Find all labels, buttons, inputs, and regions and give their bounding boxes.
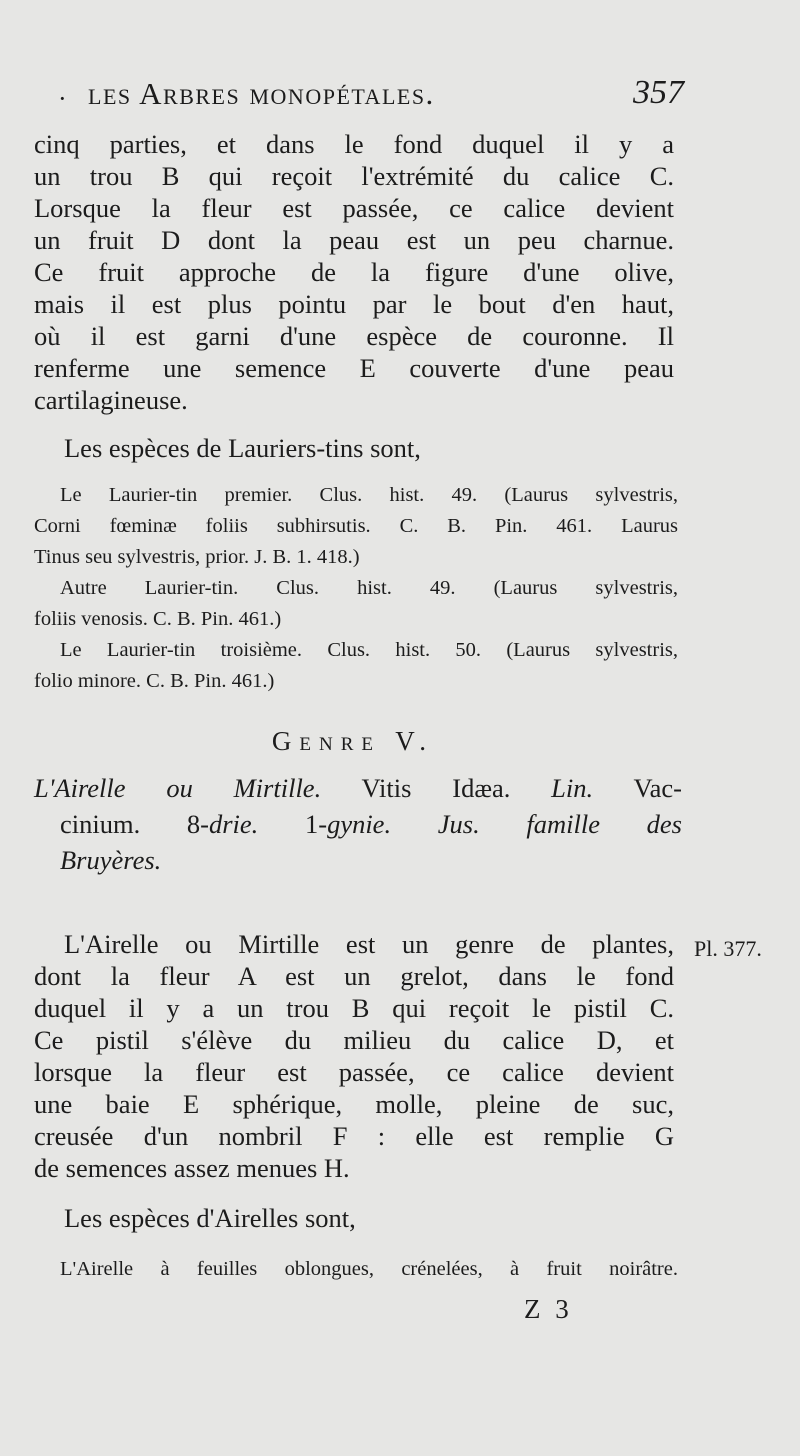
species-entry: Le Laurier-tin premier. Clus. hist. 49. (Laurus sylvestris,	[60, 484, 678, 506]
text-line: Les espèces d'Airelles sont,	[64, 1203, 356, 1233]
text-line: dont la fleur A est un grelot, dans le fond	[34, 961, 674, 991]
text-line: cartilagineuse.	[34, 385, 188, 415]
synonym-text: Vitis Idæa.	[321, 773, 552, 803]
text-line: Lorsque la fleur est passée, ce calice devient	[34, 193, 674, 223]
species-entry: Le Laurier-tin troisième. Clus. hist. 50. (Laurus sylvestris,	[60, 639, 678, 661]
text-line: cinq parties, et dans le fond duquel il y a	[34, 129, 674, 159]
species-list-airelles	[34, 1254, 678, 1285]
author-abbrev: Lin.	[551, 773, 594, 803]
genre-name: L'Airelle ou Mirtille.	[34, 773, 322, 803]
class-text: drie.	[208, 809, 259, 839]
page-number: 357	[633, 74, 684, 111]
species-entry: Corni fœminæ foliis subhirsutis. C. B. Pin. 461. Laurus	[34, 515, 678, 537]
species-entry: Autre Laurier-tin. Clus. hist. 49. (Laurus sylvestris,	[60, 577, 678, 599]
text-line: renferme une semence E couverte d'une peau	[34, 353, 674, 383]
synonym-text: Vac-	[593, 773, 683, 803]
text-line: creusée d'un nombril F : elle est remplie G	[34, 1121, 674, 1151]
signature-mark: Z 3	[524, 1294, 573, 1324]
text-line: lorsque la fleur est passée, ce calice devient	[34, 1057, 674, 1087]
species-list-lauriers	[34, 480, 678, 697]
text-line: un trou B qui reçoit l'extrémité du calice C.	[34, 161, 674, 191]
text-line: Les espèces de Lauriers-tins sont,	[64, 433, 421, 463]
species-entry: Tinus seu sylvestris, prior. J. B. 1. 418.)	[34, 546, 360, 568]
running-head-title: les Arbres monopétales.	[88, 76, 435, 111]
text-line: duquel il y a un trou B qui reçoit le pistil C.	[34, 993, 674, 1023]
genre-definition-line: Bruyères.	[60, 845, 162, 875]
species-entry: foliis venosis. C. B. Pin. 461.)	[34, 608, 282, 630]
species-entry: L'Airelle à feuilles oblongues, crénelées, à fruit noirâtre.	[60, 1258, 678, 1280]
text-line: mais il est plus pointu par le bout d'en haut,	[34, 289, 674, 319]
text-line: Ce pistil s'élève du milieu du calice D, et	[34, 1025, 674, 1055]
genre-definition	[34, 770, 682, 878]
species-intro-airelles	[34, 1202, 674, 1234]
synonym-text: cinium. 8-	[60, 809, 209, 839]
text-line: Ce fruit approche de la figure d'une olive,	[34, 257, 674, 287]
class-text: 1-	[258, 809, 328, 839]
species-entry: folio minore. C. B. Pin. 461.)	[34, 670, 275, 692]
genre-definition-line	[34, 770, 682, 806]
running-head	[58, 72, 684, 122]
species-intro-lauriers	[34, 432, 674, 464]
genre-heading: Genre V.	[271, 726, 435, 756]
paragraph-laurier-tin-description	[34, 128, 674, 416]
plate-reference: Pl. 377.	[694, 936, 762, 961]
text-line: de semences assez menues H.	[34, 1153, 350, 1183]
paragraph-airelle-description	[34, 928, 674, 1184]
text-line: où il est garni d'une espèce de couronne. Il	[34, 321, 674, 351]
running-head-dot: ·	[58, 84, 67, 113]
text-line: un fruit D dont la peau est un peu charnue.	[34, 225, 674, 255]
genre-definition-line	[34, 806, 682, 842]
text-line: L'Airelle ou Mirtille est un genre de plantes,	[64, 929, 674, 959]
class-text: gynie. Jus. famille des	[327, 809, 682, 839]
text-line: une baie E sphérique, molle, pleine de suc,	[34, 1089, 674, 1119]
